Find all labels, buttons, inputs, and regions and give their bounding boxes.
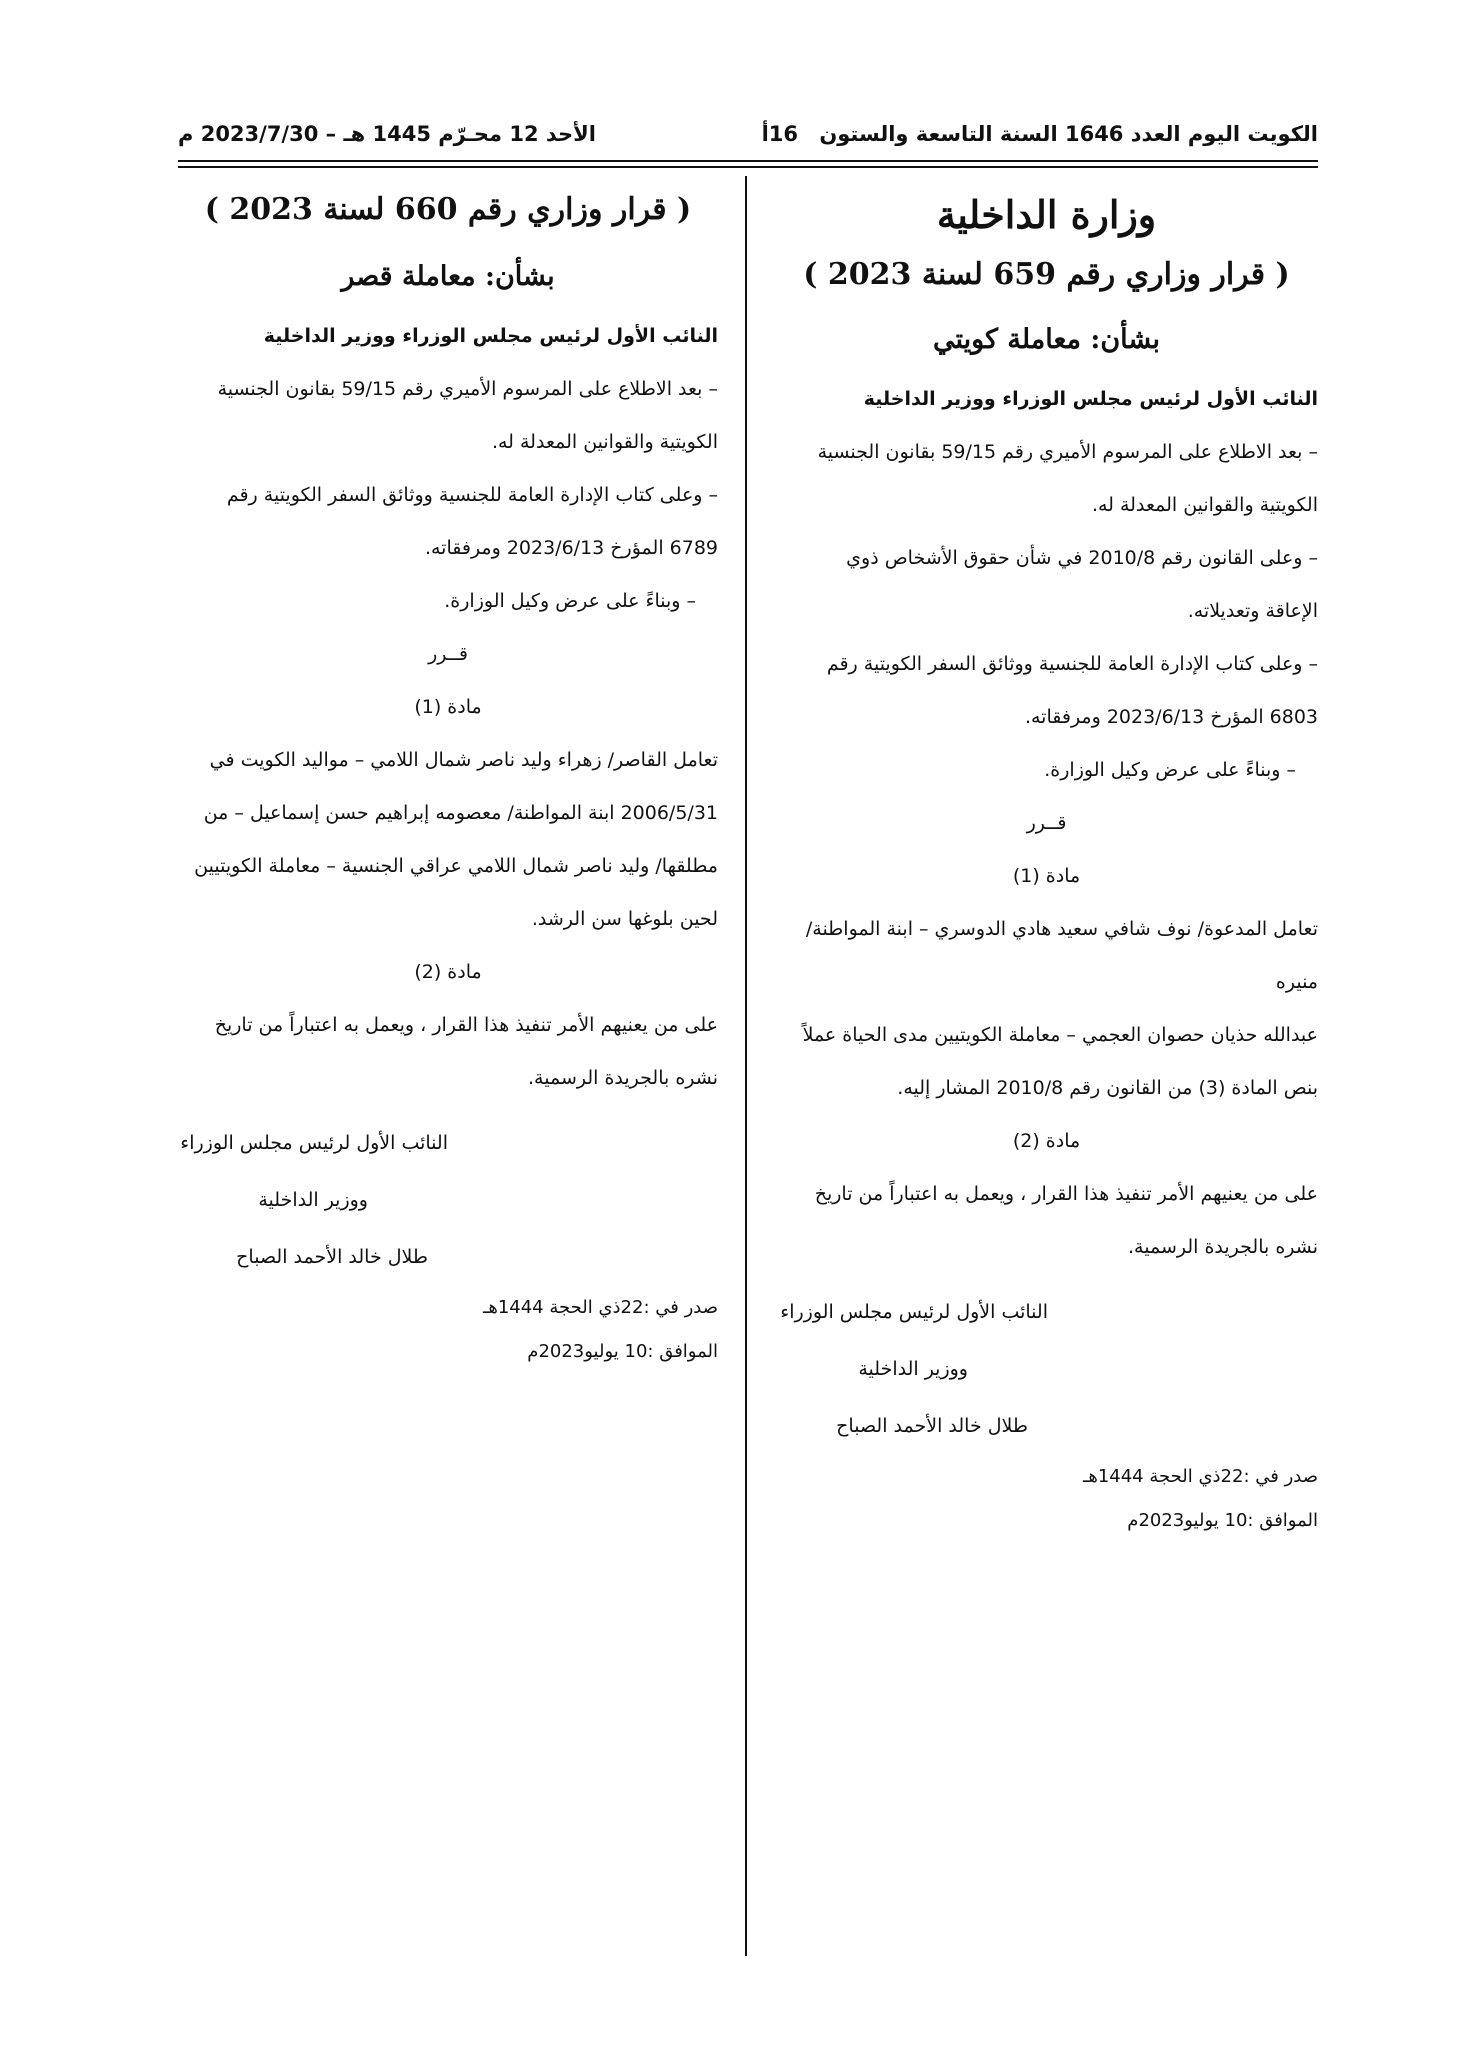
signature-title: النائب الأول لرئيس مجلس الوزراء [180,1132,448,1154]
preamble-line: – بعد الاطلاع على المرسوم الأميري رقم 59/15 بقانون الجنسية [217,378,718,400]
preamble-line: الكويتية والقوانين المعدلة له. [1091,494,1318,516]
ministry-title: وزارة الداخلية [936,192,1157,237]
article-line: بنص المادة (3) من القانون رقم 2010/8 المشار إليه. [897,1077,1318,1099]
signature-name: طلال خالد الأحمد الصباح [836,1415,1028,1437]
preamble-line: – وعلى كتاب الإدارة العامة للجنسية ووثائق السفر الكويتية رقم [826,653,1318,675]
decision-title: ( قرار وزاري رقم 659 لسنة 2023 ) [803,257,1290,292]
decision-660-column [178,184,718,1374]
preamble-line: 6803 المؤرخ 2023/6/13 ومرفقاته. [1024,706,1318,728]
preamble-line: – وبناءً على عرض وكيل الوزارة. [444,590,696,612]
article-line: مطلقها/ وليد ناصر شمال اللامي عراقي الجنسية – معاملة الكويتيين [194,855,718,877]
page-header [178,122,1318,158]
article-line: نشره بالجريدة الرسمية. [1128,1236,1318,1258]
signature-title: النائب الأول لرئيس مجلس الوزراء [780,1301,1048,1323]
header-rule-top [178,160,1318,162]
article-line: لحين بلوغها سن الرشد. [531,908,718,930]
signature-office: ووزير الداخلية [858,1358,968,1380]
decree-word: قــرر [428,643,468,665]
signature-name: طلال خالد الأحمد الصباح [236,1246,428,1268]
preamble-line: الكويتية والقوانين المعدلة له. [491,431,718,453]
article-line: تعامل المدعوة/ نوف شافي سعيد هادي الدوسري – ابنة المواطنة/ منيره [805,918,1318,993]
decree-word: قــرر [1026,812,1067,834]
article-line: عبدالله حذيان حصوان العجمي – معاملة الكويتيين مدى الحياة عملاً [802,1024,1318,1046]
article-heading: مادة (2) [414,961,482,983]
issuer-line: النائب الأول لرئيس مجلس الوزراء ووزير الداخلية [863,388,1318,410]
preamble-line: – وعلى القانون رقم 2010/8 في شأن حقوق الأشخاص ذوي [846,547,1318,569]
decision-subject: بشأن: معاملة قصر [341,261,555,292]
preamble-line: – بعد الاطلاع على المرسوم الأميري رقم 59/15 بقانون الجنسية [817,441,1318,463]
issue-date: صدر في :22ذي الحجة 1444هـ [483,1297,718,1318]
header-date: الأحد 12 محـرّم 1445 هـ – 2023/7/30 م [178,122,597,146]
signature-office: ووزير الداخلية [258,1189,368,1211]
issue-date: صدر في :22ذي الحجة 1444هـ [1083,1466,1318,1487]
article-line: على من يعنيهم الأمر تنفيذ هذا القرار ، ويعمل به اعتباراً من تاريخ [814,1183,1318,1205]
header-issue-info: الكويت اليوم العدد 1646 السنة التاسعة والستون [819,122,1318,146]
issuer-line: النائب الأول لرئيس مجلس الوزراء ووزير الداخلية [263,325,718,347]
article-line: على من يعنيهم الأمر تنفيذ هذا القرار ، ويعمل به اعتباراً من تاريخ [214,1014,718,1036]
preamble-line: – وبناءً على عرض وكيل الوزارة. [1044,759,1296,781]
preamble-line: – وعلى كتاب الإدارة العامة للجنسية ووثائق السفر الكويتية رقم [226,484,718,506]
preamble-line: الإعاقة وتعديلاته. [1187,600,1318,622]
decision-subject: بشأن: معاملة كويتي [933,324,1160,355]
article-line: 2006/5/31 ابنة المواطنة/ معصومه إبراهيم حسن إسماعيل – من [203,802,718,824]
header-rule-bottom [178,166,1318,168]
article-heading: مادة (1) [414,696,482,718]
page-number: 16أ [761,122,798,146]
article-line: نشره بالجريدة الرسمية. [528,1067,718,1089]
preamble-line: 6789 المؤرخ 2023/6/13 ومرفقاته. [424,537,718,559]
article-heading: مادة (2) [1012,1130,1081,1152]
column-divider [745,176,747,1956]
gregorian-date: الموافق :10 يوليو2023م [527,1341,718,1362]
article-heading: مادة (1) [1012,865,1081,887]
decision-title: ( قرار وزاري رقم 660 لسنة 2023 ) [204,192,692,227]
article-line: تعامل القاصر/ زهراء وليد ناصر شمال اللامي – مواليد الكويت في [209,749,718,771]
decision-659-column [775,184,1318,1543]
gregorian-date: الموافق :10 يوليو2023م [1127,1510,1318,1531]
